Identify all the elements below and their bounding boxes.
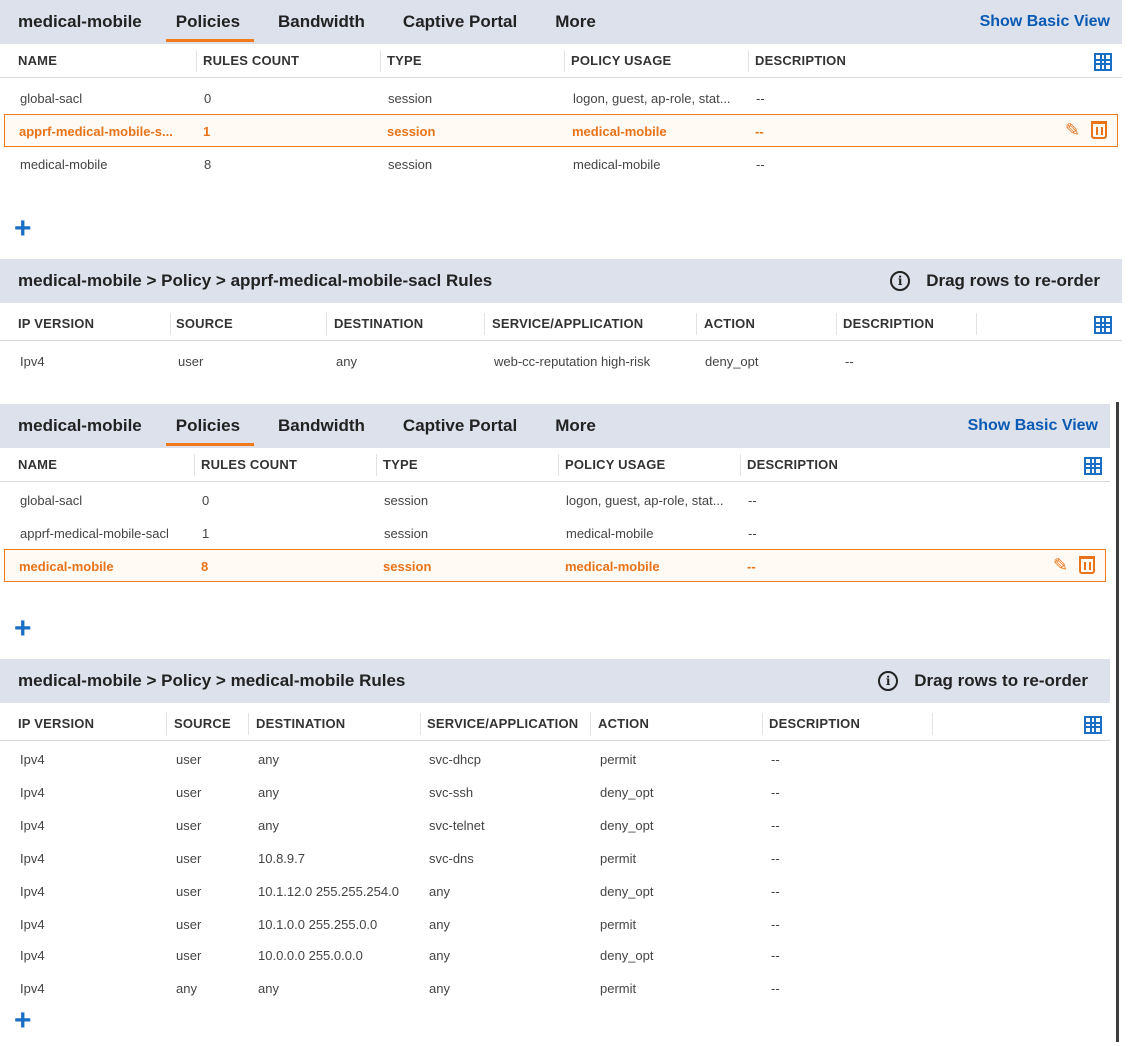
col-name[interactable]: NAME <box>18 457 58 472</box>
col-destination[interactable]: DESTINATION <box>256 716 346 731</box>
rule-row[interactable]: Ipv4 user any web-cc-reputation high-risk deny_opt -- <box>20 354 854 369</box>
rule-row[interactable]: Ipv4 user 10.0.0.0 255.0.0.0 any deny_opt -- <box>20 948 780 963</box>
col-destination[interactable]: DESTINATION <box>334 316 424 331</box>
panel-apprf-rules <box>0 0 1122 392</box>
policy-table-header <box>0 44 1122 78</box>
info-icon: i <box>890 271 910 291</box>
tab-more[interactable]: More <box>555 416 596 435</box>
context-title: medical-mobile <box>18 12 142 31</box>
rules-breadcrumb: medical-mobile > Policy > apprf-medical-mobile-sacl Rules <box>18 271 493 290</box>
col-ip-version[interactable]: IP VERSION <box>18 316 95 331</box>
trash-icon[interactable] <box>1079 556 1095 574</box>
col-description[interactable]: DESCRIPTION <box>843 316 935 331</box>
col-name[interactable]: NAME <box>18 53 58 68</box>
context-title: medical-mobile <box>18 416 142 435</box>
col-type[interactable]: TYPE <box>387 53 422 68</box>
rules-header <box>0 659 1110 703</box>
show-basic-view-link[interactable]: Show Basic View <box>979 13 1110 30</box>
col-rules-count[interactable]: RULES COUNT <box>203 53 300 68</box>
policy-row[interactable]: global-sacl 0 session logon, guest, ap-role, stat... -- <box>20 493 757 508</box>
col-ip-version[interactable]: IP VERSION <box>18 716 95 731</box>
window-edge <box>1116 402 1119 1042</box>
col-type[interactable]: TYPE <box>383 457 418 472</box>
tab-policies[interactable]: Policies <box>176 404 240 448</box>
tab-captive-portal[interactable]: Captive Portal <box>402 12 518 31</box>
tab-header <box>0 404 1110 448</box>
plus-icon[interactable]: + <box>14 1004 32 1037</box>
col-action[interactable]: ACTION <box>598 716 650 731</box>
rule-row[interactable]: Ipv4 any any any permit -- <box>20 981 780 996</box>
col-source[interactable]: SOURCE <box>174 716 231 731</box>
panel-medical-mobile-rules <box>0 402 1110 1046</box>
rule-row[interactable]: Ipv4 user 10.8.9.7 svc-dns permit -- <box>20 851 780 866</box>
pencil-icon[interactable]: ✎ <box>1053 555 1069 575</box>
col-service[interactable]: SERVICE/APPLICATION <box>427 716 579 731</box>
info-icon: i <box>878 671 898 691</box>
col-description[interactable]: DESCRIPTION <box>747 457 839 472</box>
tab-header <box>0 0 1122 44</box>
col-service[interactable]: SERVICE/APPLICATION <box>492 316 644 331</box>
col-rules-count[interactable]: RULES COUNT <box>201 457 298 472</box>
tab-policies[interactable]: Policies <box>176 0 240 44</box>
rules-table-header <box>0 307 1122 341</box>
rules-breadcrumb: medical-mobile > Policy > medical-mobile Rules <box>18 671 406 690</box>
column-grid-icon[interactable] <box>1094 316 1112 334</box>
tab-bandwidth[interactable]: Bandwidth <box>278 12 365 31</box>
policy-row-selected[interactable]: medical-mobile 8 session medical-mobile -- ✎ <box>4 549 1106 582</box>
plus-icon[interactable]: + <box>14 612 32 645</box>
column-grid-icon[interactable] <box>1084 716 1102 734</box>
tab-bandwidth[interactable]: Bandwidth <box>278 416 365 435</box>
policy-table-header <box>0 448 1110 482</box>
policy-row-selected[interactable]: apprf-medical-mobile-s... 1 session medical-mobile -- ✎ <box>4 114 1118 147</box>
plus-icon[interactable]: + <box>14 212 32 245</box>
col-policy-usage[interactable]: POLICY USAGE <box>565 457 666 472</box>
rule-row[interactable]: Ipv4 user any svc-dhcp permit -- <box>20 752 780 767</box>
column-grid-icon[interactable] <box>1094 53 1112 71</box>
trash-icon[interactable] <box>1091 121 1107 139</box>
panel-gap <box>0 392 1134 402</box>
rule-row[interactable]: Ipv4 user 10.1.12.0 255.255.254.0 any deny_opt -- <box>20 884 780 899</box>
rule-row[interactable]: Ipv4 user 10.1.0.0 255.255.0.0 any permit -- <box>20 917 780 932</box>
policy-row[interactable]: apprf-medical-mobile-sacl 1 session medical-mobile -- <box>20 526 757 541</box>
col-description[interactable]: DESCRIPTION <box>769 716 861 731</box>
tab-more[interactable]: More <box>555 12 596 31</box>
rule-row[interactable]: Ipv4 user any svc-telnet deny_opt -- <box>20 818 780 833</box>
tab-captive-portal[interactable]: Captive Portal <box>402 416 518 435</box>
policy-row[interactable]: global-sacl 0 session logon, guest, ap-role, stat... -- <box>20 91 765 106</box>
drag-hint: Drag rows to re-order <box>926 271 1100 290</box>
policy-row[interactable]: medical-mobile 8 session medical-mobile -- <box>20 157 765 172</box>
col-description[interactable]: DESCRIPTION <box>755 53 847 68</box>
col-source[interactable]: SOURCE <box>176 316 233 331</box>
column-grid-icon[interactable] <box>1084 457 1102 475</box>
col-policy-usage[interactable]: POLICY USAGE <box>571 53 672 68</box>
drag-hint: Drag rows to re-order <box>914 671 1088 690</box>
rules-table-header <box>0 707 1110 741</box>
show-basic-view-link[interactable]: Show Basic View <box>967 417 1098 434</box>
col-action[interactable]: ACTION <box>704 316 756 331</box>
pencil-icon[interactable]: ✎ <box>1065 120 1081 140</box>
rules-header <box>0 259 1122 303</box>
rule-row[interactable]: Ipv4 user any svc-ssh deny_opt -- <box>20 785 780 800</box>
